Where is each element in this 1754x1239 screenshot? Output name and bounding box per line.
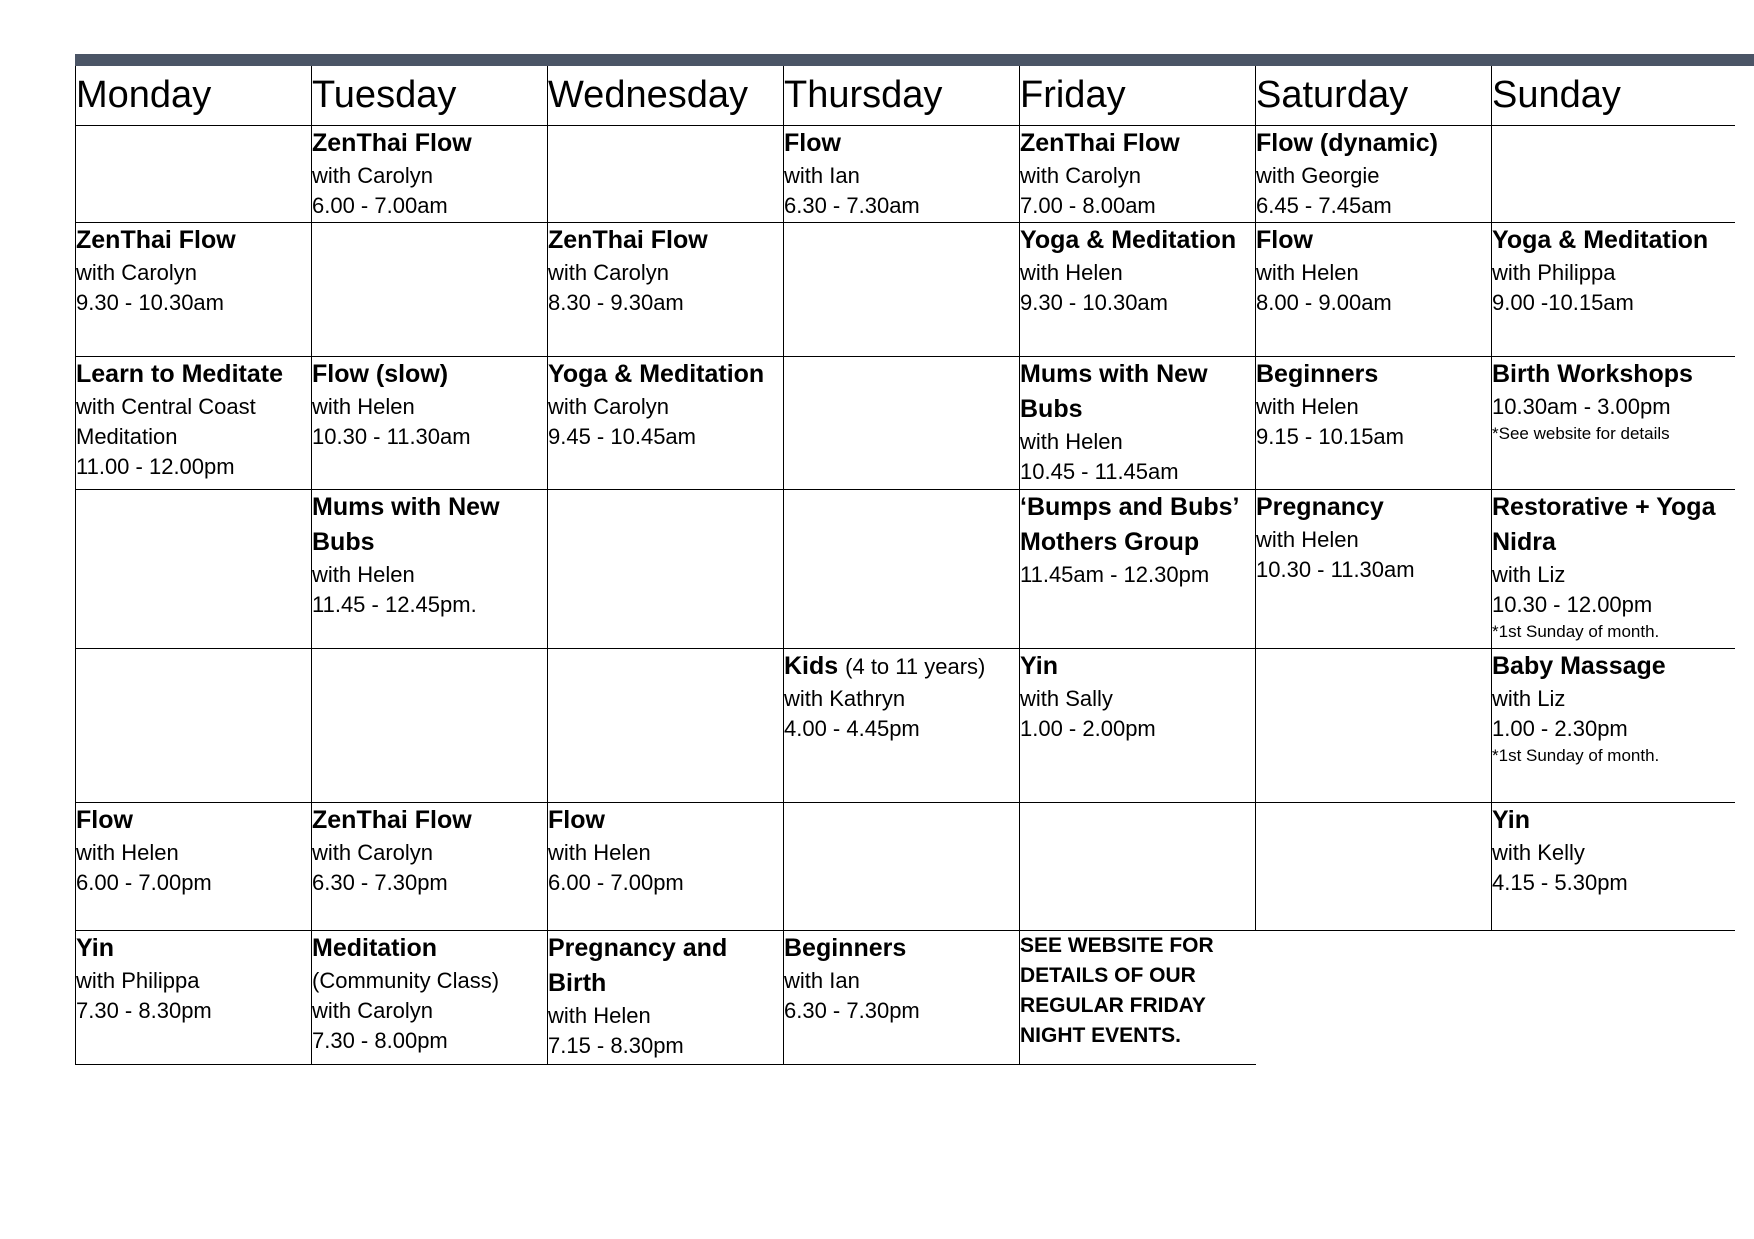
class-detail: 7.00 - 8.00am: [1020, 193, 1156, 218]
class-slot: [784, 649, 1020, 803]
class-title: Beginners: [784, 934, 907, 962]
class-detail: 11.45 - 12.45pm.: [312, 592, 477, 617]
class-detail: with Sally: [1020, 686, 1113, 711]
empty-slot: [76, 649, 312, 803]
class-title: Flow: [76, 806, 133, 834]
class-detail: with Carolyn: [1020, 163, 1142, 188]
class-detail: 6.30 - 7.30am: [784, 193, 920, 218]
class-title-line: [312, 126, 547, 161]
class-title: Learn to Meditate: [76, 360, 283, 388]
class-title-line: [548, 357, 783, 392]
class-title-line: [784, 126, 1019, 161]
class-detail: 7.30 - 8.30pm: [76, 998, 212, 1023]
empty-slot: [312, 223, 548, 357]
class-slot: [312, 803, 548, 931]
class-title-line: [1020, 126, 1255, 161]
timetable-row: [76, 223, 1735, 357]
class-detail: with Carolyn: [312, 998, 434, 1023]
empty-slot: [312, 649, 548, 803]
class-detail: 10.30am - 3.00pm: [1492, 394, 1671, 419]
class-slot: [312, 931, 548, 1065]
timetable-row: [76, 931, 1735, 1065]
empty-slot: [1256, 649, 1492, 803]
class-title-line: [312, 931, 547, 966]
class-title-line: [1492, 649, 1735, 684]
notice-cell: [1020, 931, 1256, 1065]
class-title-line: [1256, 357, 1491, 392]
class-detail: with Helen: [1020, 429, 1123, 454]
class-title: Flow (slow): [312, 360, 449, 388]
class-note: *See website for details: [1492, 424, 1670, 443]
class-slot: [1020, 357, 1256, 490]
class-detail: 6.30 - 7.30pm: [784, 998, 920, 1023]
class-slot: [312, 357, 548, 490]
day-header: Friday: [1020, 66, 1256, 126]
class-slot: [1492, 649, 1735, 803]
empty-slot: [1492, 126, 1735, 223]
class-slot: [1492, 490, 1735, 649]
class-title: Restorative + Yoga Nidra: [1492, 493, 1716, 556]
class-title-line: [1256, 490, 1491, 525]
class-detail: 6.30 - 7.30pm: [312, 870, 448, 895]
day-header: Wednesday: [548, 66, 784, 126]
class-slot: [1492, 223, 1735, 357]
class-title: Birth Workshops: [1492, 360, 1693, 388]
class-detail: with Ian: [784, 163, 860, 188]
class-slot: [1020, 126, 1256, 223]
class-title-line: [1256, 223, 1491, 258]
class-detail: with Helen: [76, 840, 179, 865]
class-slot: [76, 931, 312, 1065]
class-title-line: [1492, 490, 1735, 560]
class-title: Flow: [1256, 226, 1313, 254]
class-title-line: [548, 803, 783, 838]
class-detail: 7.15 - 8.30pm: [548, 1033, 684, 1058]
class-title: Pregnancy: [1256, 493, 1384, 521]
class-title: Yoga & Meditation: [548, 360, 765, 388]
class-title: Pregnancy and Birth: [548, 934, 728, 997]
class-title-line: [784, 649, 1019, 684]
class-detail: 8.00 - 9.00am: [1256, 290, 1392, 315]
class-slot: [784, 126, 1020, 223]
class-detail: with Helen: [1256, 527, 1359, 552]
class-detail: 9.00 -10.15am: [1492, 290, 1634, 315]
class-title: Flow: [548, 806, 605, 834]
class-detail: with Carolyn: [312, 163, 434, 188]
class-timetable: [75, 66, 1735, 1065]
class-slot: [1256, 357, 1492, 490]
class-title-line: [1020, 357, 1255, 427]
class-detail: 10.30 - 11.30am: [1256, 557, 1415, 582]
class-title-line: [76, 803, 311, 838]
class-slot: [1256, 126, 1492, 223]
class-detail: with Helen: [312, 394, 415, 419]
class-detail: with Carolyn: [548, 394, 670, 419]
class-title: ‘Bumps and Bubs’ Mothers Group: [1020, 493, 1239, 556]
class-title-line: [1492, 357, 1735, 392]
timetable-row: [76, 803, 1735, 931]
empty-slot: [548, 490, 784, 649]
class-detail: with Philippa: [76, 968, 200, 993]
class-slot: [1020, 649, 1256, 803]
class-detail: 11.45am - 12.30pm: [1020, 562, 1210, 587]
class-slot: [548, 931, 784, 1065]
class-title-line: [1256, 126, 1491, 161]
class-title-line: [548, 931, 783, 1001]
class-detail: 1.00 - 2.30pm: [1492, 716, 1628, 741]
class-detail: (Community Class): [312, 968, 500, 993]
day-header: Saturday: [1256, 66, 1492, 126]
class-detail: 7.30 - 8.00pm: [312, 1028, 448, 1053]
class-detail: with Liz: [1492, 686, 1566, 711]
empty-slot: [548, 649, 784, 803]
class-slot: [1492, 357, 1735, 490]
class-title-line: [76, 931, 311, 966]
class-detail: 9.15 - 10.15am: [1256, 424, 1404, 449]
class-slot: [1492, 803, 1735, 931]
class-detail: with Helen: [1256, 260, 1359, 285]
class-title-line: [312, 357, 547, 392]
class-slot: [548, 803, 784, 931]
class-title: Yoga & Meditation: [1020, 226, 1237, 254]
class-slot: [1256, 223, 1492, 357]
class-title-line: [548, 223, 783, 258]
day-header: Sunday: [1492, 66, 1735, 126]
class-title: Baby Massage: [1492, 652, 1666, 680]
class-title-line: [1020, 649, 1255, 684]
class-detail: 4.00 - 4.45pm: [784, 716, 920, 741]
class-detail: 10.30 - 11.30am: [312, 424, 471, 449]
class-slot: [76, 357, 312, 490]
class-age-range: (4 to 11 years): [845, 654, 986, 679]
class-title-line: [1020, 223, 1255, 258]
class-slot: [312, 126, 548, 223]
class-slot: [548, 357, 784, 490]
class-detail: 1.00 - 2.00pm: [1020, 716, 1156, 741]
day-header: Thursday: [784, 66, 1020, 126]
class-detail: 9.30 - 10.30am: [76, 290, 224, 315]
class-slot: [312, 490, 548, 649]
class-title-line: [76, 357, 311, 392]
class-detail: 8.30 - 9.30am: [548, 290, 684, 315]
class-detail: with Carolyn: [548, 260, 670, 285]
class-title: Yin: [1492, 806, 1530, 834]
class-detail: with Helen: [548, 1003, 651, 1028]
day-header-row: [76, 66, 1735, 126]
class-title: Yoga & Meditation: [1492, 226, 1709, 254]
header-bar: [75, 54, 1754, 66]
class-title: ZenThai Flow: [312, 806, 472, 834]
empty-slot: [548, 126, 784, 223]
class-title: Mums with New Bubs: [312, 493, 500, 556]
class-title-line: [312, 490, 547, 560]
class-title: Mums with New Bubs: [1020, 360, 1208, 423]
class-note: *1st Sunday of month.: [1492, 746, 1660, 765]
class-note: *1st Sunday of month.: [1492, 622, 1660, 641]
class-title-line: [76, 223, 311, 258]
class-slot: [76, 223, 312, 357]
timetable-row: [76, 357, 1735, 490]
class-detail: 10.30 - 12.00pm: [1492, 592, 1653, 617]
class-detail: with Helen: [548, 840, 651, 865]
empty-slot: [784, 803, 1020, 931]
day-header: Tuesday: [312, 66, 548, 126]
class-slot: [1020, 223, 1256, 357]
class-title: Meditation: [312, 934, 437, 962]
class-detail: 9.45 - 10.45am: [548, 424, 696, 449]
class-slot: [548, 223, 784, 357]
class-title-line: [1020, 490, 1255, 560]
class-detail: 9.30 - 10.30am: [1020, 290, 1168, 315]
class-detail: 4.15 - 5.30pm: [1492, 870, 1628, 895]
class-detail: with Georgie: [1256, 163, 1380, 188]
class-title-line: [312, 803, 547, 838]
timetable-row: [76, 649, 1735, 803]
class-slot: [1020, 490, 1256, 649]
blank-area: [1256, 931, 1735, 1065]
empty-slot: [784, 490, 1020, 649]
class-title: ZenThai Flow: [548, 226, 708, 254]
class-detail: with Ian: [784, 968, 860, 993]
class-detail: 6.00 - 7.00pm: [548, 870, 684, 895]
class-title: Yin: [1020, 652, 1058, 680]
class-detail: with Helen: [1020, 260, 1123, 285]
empty-slot: [784, 223, 1020, 357]
empty-slot: [1020, 803, 1256, 931]
timetable-row: [76, 126, 1735, 223]
class-detail: with Central Coast Meditation: [76, 394, 256, 449]
timetable-row: [76, 490, 1735, 649]
class-title: Yin: [76, 934, 114, 962]
class-detail: with Kelly: [1492, 840, 1585, 865]
class-detail: with Helen: [1256, 394, 1359, 419]
class-detail: with Liz: [1492, 562, 1566, 587]
day-header: Monday: [76, 66, 312, 126]
class-title-line: [1492, 223, 1735, 258]
class-detail: 6.00 - 7.00pm: [76, 870, 212, 895]
class-title: ZenThai Flow: [312, 129, 472, 157]
friday-events-notice: SEE WEBSITE FOR DETAILS OF OUR REGULAR FRIDAY NIGHT EVENTS.: [1020, 934, 1214, 1047]
class-title-line: [1492, 803, 1735, 838]
empty-slot: [1256, 803, 1492, 931]
class-title: Flow (dynamic): [1256, 129, 1438, 157]
class-detail: with Helen: [312, 562, 415, 587]
empty-slot: [784, 357, 1020, 490]
class-title: Flow: [784, 129, 841, 157]
class-title: Kids: [784, 652, 839, 680]
class-detail: with Carolyn: [76, 260, 198, 285]
class-detail: 6.00 - 7.00am: [312, 193, 448, 218]
class-slot: [1256, 490, 1492, 649]
class-title: ZenThai Flow: [1020, 129, 1180, 157]
class-detail: with Philippa: [1492, 260, 1616, 285]
empty-slot: [76, 126, 312, 223]
empty-slot: [76, 490, 312, 649]
class-detail: with Carolyn: [312, 840, 434, 865]
class-title: ZenThai Flow: [76, 226, 236, 254]
class-detail: 6.45 - 7.45am: [1256, 193, 1392, 218]
class-title-line: [784, 931, 1019, 966]
class-detail: with Kathryn: [784, 686, 906, 711]
class-detail: 11.00 - 12.00pm: [76, 454, 235, 479]
class-detail: 10.45 - 11.45am: [1020, 459, 1179, 484]
class-slot: [784, 931, 1020, 1065]
class-title: Beginners: [1256, 360, 1379, 388]
class-slot: [76, 803, 312, 931]
